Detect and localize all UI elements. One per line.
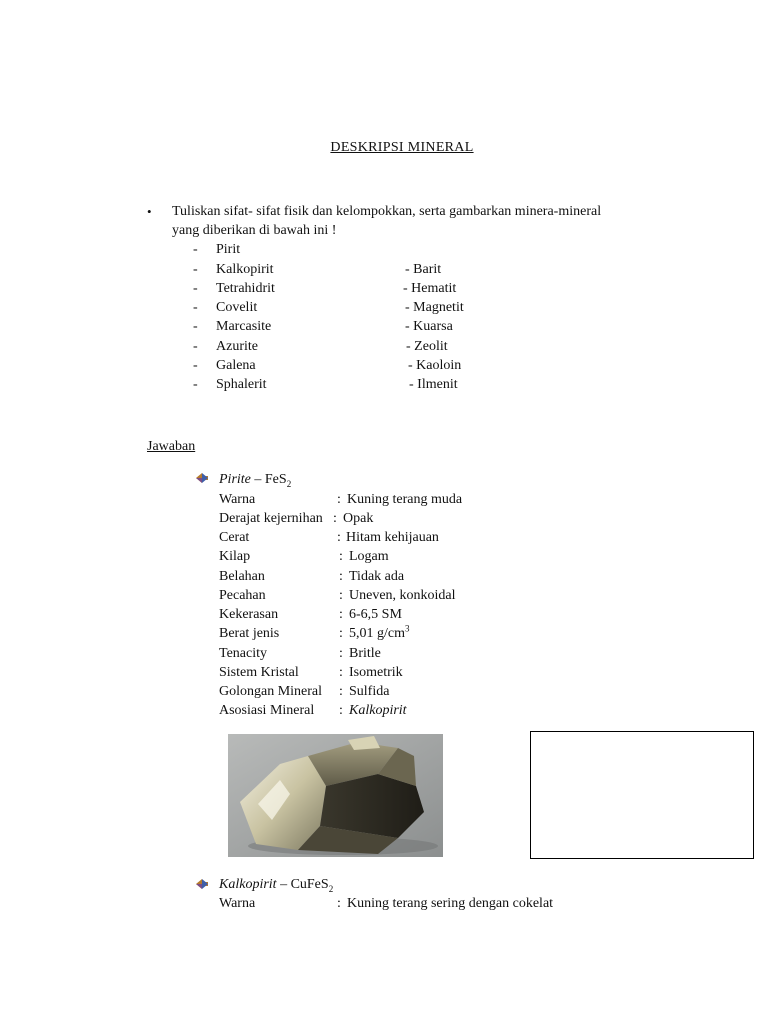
property-colon: : [339,665,343,680]
list-item-right: - Magnetit [405,300,464,315]
list-item-left: Kalkopirit [216,262,274,277]
list-dash: - [193,242,198,257]
list-dash: - [193,281,198,296]
property-label: Pecahan [219,588,266,603]
property-label: Kekerasan [219,607,279,622]
property-label: Asosiasi Mineral [219,703,315,718]
list-item-left: Tetrahidrit [216,281,275,296]
property-value: Tidak ada [349,569,405,584]
property-value: Kuning terang sering dengan cokelat [347,896,554,911]
list-dash: - [193,262,198,277]
list-item-right: - Kaoloin [408,358,462,373]
property-label: Belahan [219,569,265,584]
property-colon: : [339,569,343,584]
mineral-heading-pirite: Pirite – FeS$_2$ [219,472,292,489]
property-value: Britle [349,646,381,661]
list-dash: - [193,377,198,392]
page-title: DESKRIPSI MINERAL [330,140,474,155]
property-colon: : [339,646,343,661]
mineral-heading-kalkopirit: Kalkopirit – CuFeS$_2$ [219,877,334,894]
property-colon: : [339,607,343,622]
instruction-line-2: yang diberikan di bawah ini ! [172,223,337,238]
list-item-left: Azurite [216,339,258,354]
mineral-name: Kalkopirit [219,877,277,892]
list-item-left: Galena [216,358,256,373]
list-item-right: - Barit [405,262,442,277]
property-value: 5,01 $g/cm^3$ [349,623,410,641]
list-item-left: Pirit [216,242,241,257]
list-item-right: - Ilmenit [409,377,458,392]
list-item-left: Sphalerit [216,377,267,392]
list-item-left: Marcasite [216,319,272,334]
property-label: Warna [219,896,256,911]
property-value: Opak [343,511,374,526]
property-colon: : [333,511,337,526]
arrow-bullet-icon [195,472,209,484]
property-label: Kilap [219,549,251,564]
property-value: Logam [349,549,389,564]
list-dash: - [193,319,198,334]
property-value: Sulfida [349,684,390,699]
property-value: Uneven, konkoidal [349,588,456,603]
drawing-box [530,731,754,859]
property-label: Derajat kejernihan [219,511,323,526]
pyrite-photo [228,734,443,857]
list-dash: - [193,339,198,354]
mineral-name: Pirite [219,472,251,487]
list-item-right: - Zeolit [406,339,448,354]
list-dash: - [193,300,198,315]
list-item-left: Covelit [216,300,258,315]
property-colon: : [339,549,343,564]
property-colon: : [339,684,343,699]
list-item-right: - Kuarsa [405,319,453,334]
property-label: Cerat [219,530,250,545]
property-value: Kalkopirit [349,703,407,718]
jawaban-heading: Jawaban [147,439,196,454]
property-label: Tenacity [219,646,267,661]
property-label: Berat jenis [219,626,280,641]
list-dash: - [193,358,198,373]
property-value: Hitam kehijauan [346,530,439,545]
instruction-line-1: Tuliskan sifat- sifat fisik dan kelompokkan, serta gambarkan minera-mineral [172,204,602,219]
property-value: Kuning terang muda [347,492,463,507]
property-colon: : [339,626,343,641]
property-label: Warna [219,492,256,507]
property-value: 6-6,5 SM [349,607,402,622]
property-colon: : [337,492,341,507]
property-colon: : [337,896,341,911]
property-colon: : [339,588,343,603]
property-value: Isometrik [349,665,403,680]
arrow-bullet-icon [195,878,209,890]
property-label: Sistem Kristal [219,665,299,680]
list-item-right: - Hematit [403,281,457,296]
property-colon: : [337,530,341,545]
bullet-icon: • [147,204,152,219]
property-label: Golongan Mineral [219,684,323,699]
property-colon: : [339,703,343,718]
